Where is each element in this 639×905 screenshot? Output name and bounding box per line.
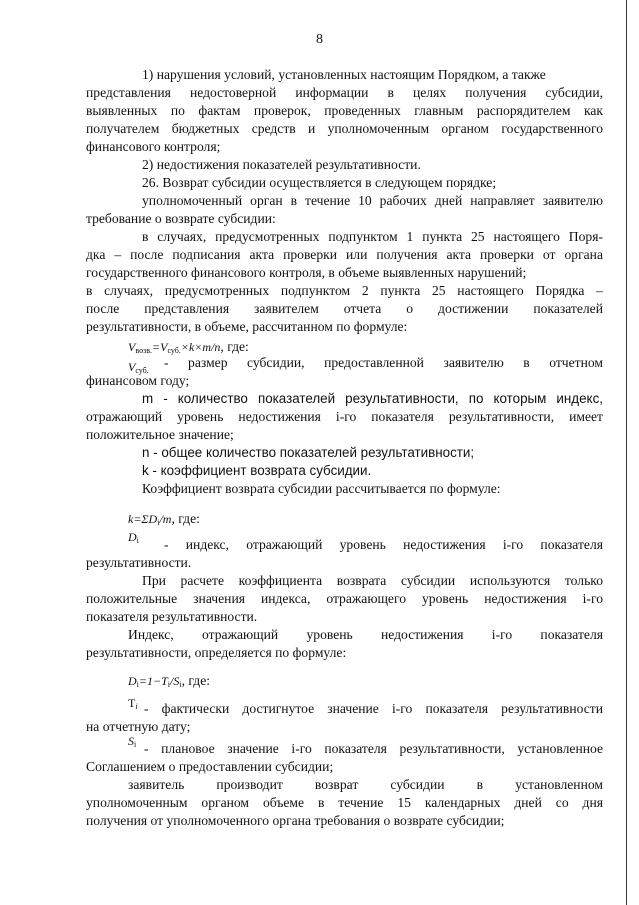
text-line: 1) нарушения условий, установленных настоящим Порядком, а также <box>142 67 546 82</box>
formula-subscript: i <box>167 680 171 689</box>
text-line: уполномоченным органом объеме в течение 15 календарных дней со дня <box>86 795 603 810</box>
formula-symbol: D <box>128 530 137 544</box>
formula-symbol: V <box>128 340 136 354</box>
definition-d-i <box>128 528 158 549</box>
formula-symbol: k=ΣD <box>128 512 158 526</box>
text-line: показателя результативности. <box>86 609 258 624</box>
formula-subscript: i <box>136 680 139 689</box>
text-line: на отчетную дату; <box>86 719 191 734</box>
text-line: результативности, определяется по формуле: <box>86 645 347 660</box>
text-line: получения от уполномоченного органа требования о возврате субсидии; <box>86 813 505 828</box>
formula-subscript: i <box>134 740 137 749</box>
text-line: Коэффициент возврата субсидии рассчитывается по формуле: <box>142 481 501 496</box>
text-line: Индекс, отражающий уровень недостижения i-го показателя <box>128 627 603 642</box>
formula-symbol: V <box>128 360 136 374</box>
text-line: уполномоченный орган в течение 10 рабочих дней направляет заявителю <box>142 193 603 208</box>
text-line: положительные значения индекса, отражающего уровень недостижения i-го <box>86 591 603 606</box>
formula-subscript: суб. <box>167 346 181 355</box>
text-line: в случаях, предусмотренных подпунктом 2 пункта 25 настоящего Порядка – <box>86 283 603 298</box>
text-line: k - коэффициент возврата субсидии. <box>142 463 372 478</box>
text-line: При расчете коэффициента возврата субсидии используются только <box>142 573 603 588</box>
text-line: - плановое значение i-го показателя результативности, установленное <box>144 741 603 756</box>
formula-symbol: /m <box>159 512 172 526</box>
formula-where: , где: <box>181 673 211 688</box>
formula-subscript: возв. <box>135 346 153 355</box>
text-line: в случаях, предусмотренных подпунктом 1 пункта 25 настоящего Поря- <box>142 229 603 244</box>
text-line: заявитель производит возврат субсидии в установленном <box>128 777 603 792</box>
formula-subscript: i <box>157 518 160 527</box>
text-line: Соглашением о предоставлении субсидии; <box>86 759 334 774</box>
text-line: финансовом году; <box>86 373 190 388</box>
formula-symbol: =1−T <box>138 674 168 688</box>
text-line: m - количество показателей результативности, по которым индекс, <box>142 391 603 406</box>
text-line: дка – после подписания акта проверки или получения акта проверки от органа <box>86 247 603 262</box>
text-line: 26. Возврат субсидии осуществляется в следующем порядке; <box>142 175 497 190</box>
formula-subscript: i <box>136 536 139 545</box>
text-line: выявленных по фактам проверок, проведенных главным распорядителем как <box>86 103 603 118</box>
text-line: результативности, в объеме, рассчитанном по формуле: <box>86 319 408 334</box>
text-line: - индекс, отражающий уровень недостижения i-го показателя <box>164 537 603 552</box>
formula-subscript: i <box>135 702 138 711</box>
text-line: - размер субсидии, предоставленной заявителю в отчетном <box>164 355 603 370</box>
text-line: 2) недостижения показателей результативности. <box>142 157 421 172</box>
formula-d-i <box>128 672 328 693</box>
formula-symbol: D <box>128 674 137 688</box>
text-line: государственного финансового контроля, в объеме выявленных нарушений; <box>86 265 527 280</box>
text-line: n - общее количество показателей результативности; <box>142 445 475 460</box>
formula-where: , где: <box>220 339 249 354</box>
text-line: требование о возврате субсидии: <box>86 211 276 226</box>
text-line: результативности. <box>86 555 192 570</box>
formula-where: , где: <box>171 511 200 526</box>
text-line: положительное значение; <box>86 427 234 442</box>
formula-subscript: i <box>179 680 182 689</box>
formula-symbol: ×k×m/n <box>180 340 221 354</box>
page-number: 8 <box>316 32 323 47</box>
text-line: финансового контроля; <box>86 139 221 154</box>
formula-symbol: T <box>128 696 136 710</box>
text-line: после представления заявителем отчета о достижении показателей <box>86 301 603 316</box>
formula-k <box>128 510 328 531</box>
formula-subscript: суб. <box>135 366 149 375</box>
text-line: - фактически достигнутое значение i-го показателя результативности <box>144 701 603 716</box>
text-line: получателем бюджетных средств и уполномоченным органом государственного <box>86 121 603 136</box>
text-line: отражающий уровень недостижения i-го показателя результативности, имеет <box>86 409 603 424</box>
page-edge-line <box>626 0 627 905</box>
formula-symbol: =V <box>152 340 168 354</box>
text-line: представления недостоверной информации в целях получения субсидии, <box>86 85 603 100</box>
formula-symbol: /S <box>170 674 180 688</box>
formula-symbol: S <box>128 734 134 748</box>
